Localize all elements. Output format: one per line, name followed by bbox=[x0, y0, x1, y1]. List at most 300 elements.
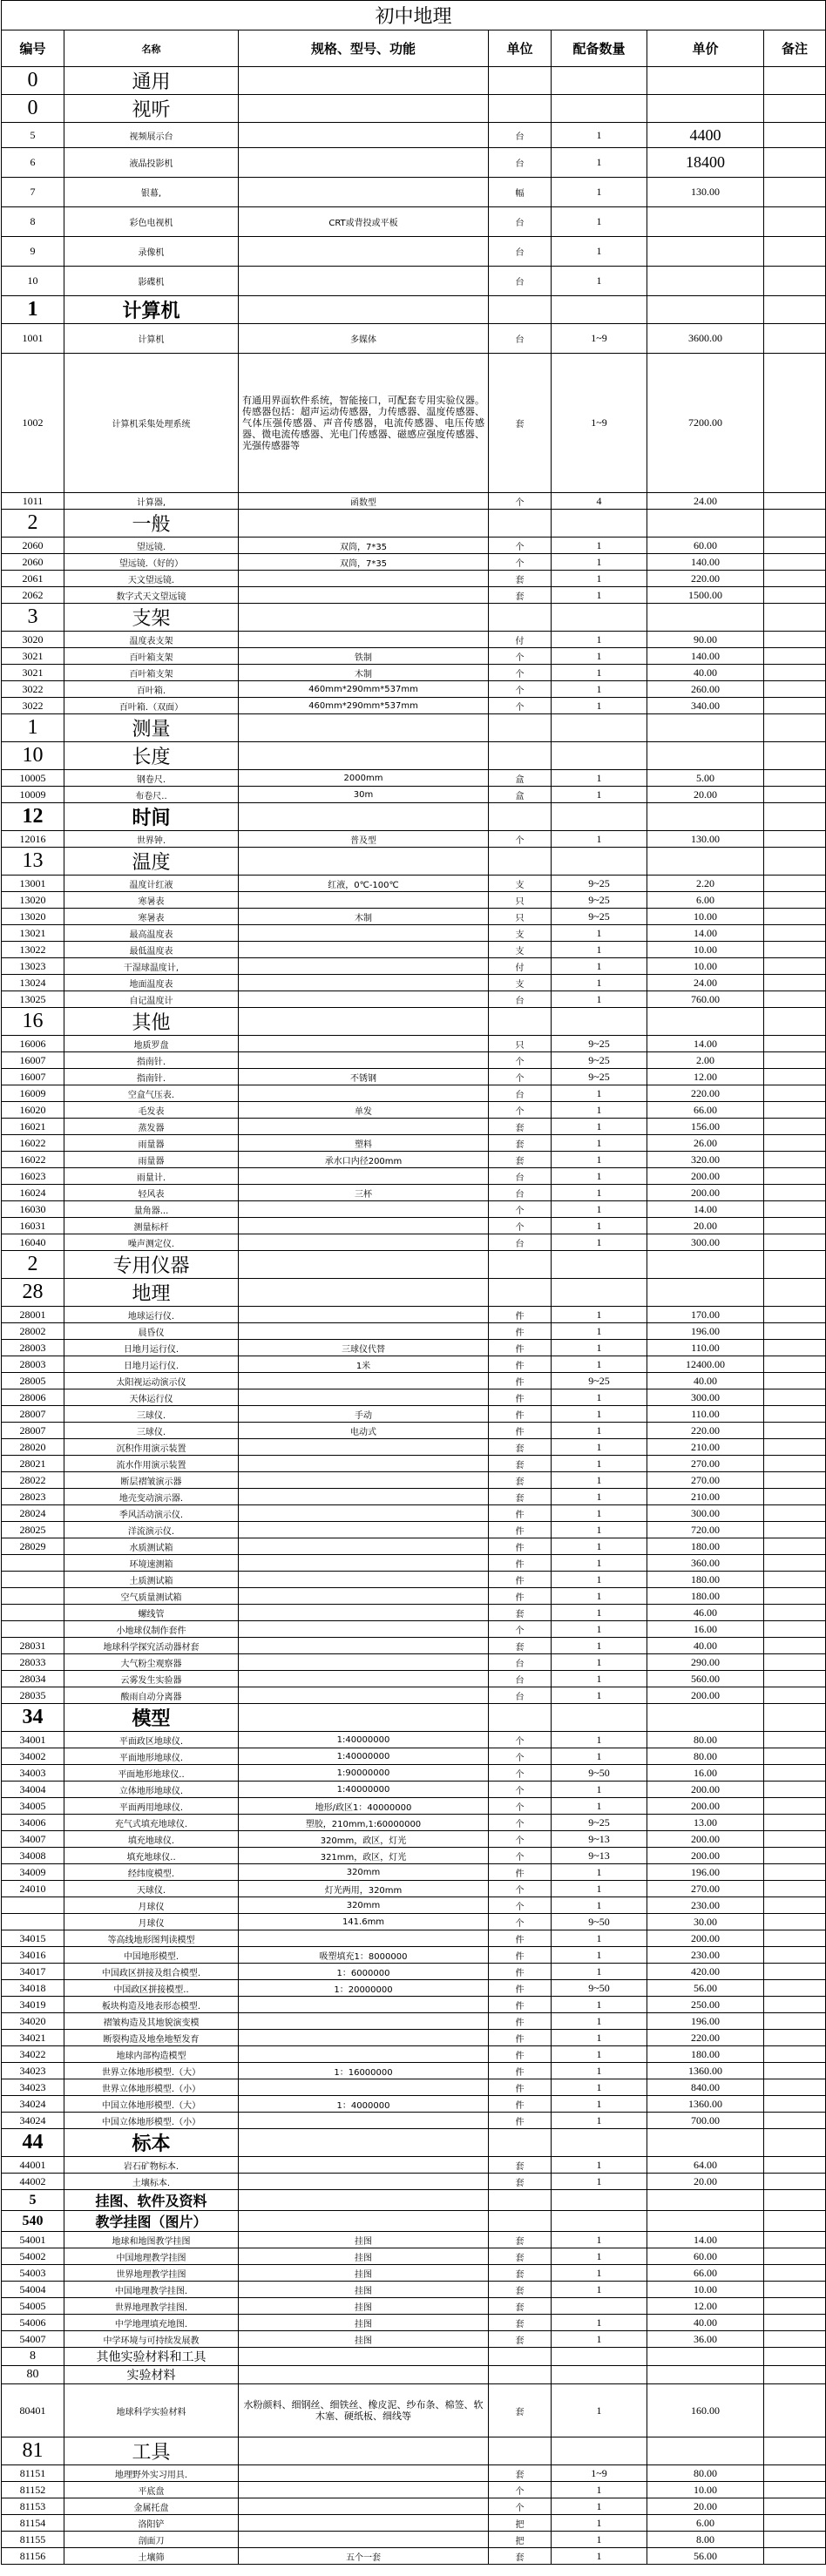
item-quantity: 1 bbox=[552, 2532, 647, 2548]
table-row bbox=[2, 1168, 826, 1185]
table-row bbox=[2, 2315, 826, 2331]
table-row bbox=[2, 648, 826, 665]
item-code: 16024 bbox=[2, 1185, 64, 1201]
item-code: 34023 bbox=[2, 2079, 64, 2096]
item-quantity: 1 bbox=[552, 571, 647, 587]
item-unit: 件 bbox=[489, 1356, 552, 1373]
item-unit: 套 bbox=[489, 571, 552, 587]
table-row bbox=[2, 1881, 826, 1897]
section-title: 测量 bbox=[64, 714, 239, 742]
item-quantity: 1 bbox=[552, 1505, 647, 1522]
item-spec bbox=[239, 2046, 489, 2063]
item-code: 3020 bbox=[2, 632, 64, 648]
table-row bbox=[2, 1423, 826, 1439]
section-title: 长度 bbox=[64, 742, 239, 770]
item-remark bbox=[764, 1389, 826, 1406]
item-quantity: 1 bbox=[552, 2063, 647, 2079]
item-unit: 套 bbox=[489, 2282, 552, 2298]
item-code: 10009 bbox=[2, 787, 64, 803]
empty-cell bbox=[552, 2190, 647, 2211]
empty-cell bbox=[552, 1279, 647, 1307]
item-spec: 水粉颜料、细钢丝、细铁丝、橡皮泥、纱布条、棉签、软木塞、硬纸板、细线等 bbox=[239, 2384, 489, 2437]
item-unit: 支 bbox=[489, 925, 552, 942]
item-remark bbox=[764, 354, 826, 493]
section-row bbox=[2, 1279, 826, 1307]
table-row bbox=[2, 2079, 826, 2096]
item-name: 世界地理教学挂图. bbox=[64, 2298, 239, 2315]
equipment-table bbox=[1, 0, 826, 2565]
item-name: 液晶投影机 bbox=[64, 148, 239, 178]
item-price: 130.00 bbox=[647, 178, 764, 207]
item-code: 28034 bbox=[2, 1671, 64, 1687]
item-code: 1002 bbox=[2, 354, 64, 493]
table-row bbox=[2, 354, 826, 493]
item-remark bbox=[764, 698, 826, 714]
section-code: 540 bbox=[2, 2211, 64, 2232]
table-row bbox=[2, 2482, 826, 2498]
item-remark bbox=[764, 2046, 826, 2063]
table-row bbox=[2, 770, 826, 787]
item-unit: 件 bbox=[489, 1964, 552, 1980]
item-code: 16007 bbox=[2, 1052, 64, 1069]
item-quantity: 1 bbox=[552, 1119, 647, 1135]
item-spec bbox=[239, 1654, 489, 1671]
item-unit: 个 bbox=[489, 648, 552, 665]
empty-cell bbox=[552, 296, 647, 324]
item-spec: 木制 bbox=[239, 665, 489, 681]
item-name: 寒暑表 bbox=[64, 892, 239, 909]
item-unit: 件 bbox=[489, 1572, 552, 1588]
item-quantity: 1~9 bbox=[552, 324, 647, 354]
item-quantity: 1 bbox=[552, 925, 647, 942]
empty-cell bbox=[239, 604, 489, 632]
item-unit: 套 bbox=[489, 1135, 552, 1152]
item-remark bbox=[764, 2384, 826, 2437]
item-name: 平面政区地球仪. bbox=[64, 1732, 239, 1748]
item-code: 28031 bbox=[2, 1638, 64, 1654]
item-quantity: 1 bbox=[552, 1864, 647, 1881]
item-unit: 件 bbox=[489, 2030, 552, 2046]
empty-cell bbox=[489, 296, 552, 324]
item-unit: 幅 bbox=[489, 178, 552, 207]
empty-cell bbox=[239, 2211, 489, 2232]
item-quantity: 9~25 bbox=[552, 1373, 647, 1389]
item-remark bbox=[764, 324, 826, 354]
item-quantity: 1 bbox=[552, 1102, 647, 1119]
item-price: 420.00 bbox=[647, 1964, 764, 1980]
item-unit: 台 bbox=[489, 1234, 552, 1251]
item-quantity: 1~9 bbox=[552, 354, 647, 493]
item-code: 3022 bbox=[2, 698, 64, 714]
header-remark: 备注 bbox=[764, 30, 826, 67]
item-unit: 个 bbox=[489, 1052, 552, 1069]
item-price: 20.00 bbox=[647, 1218, 764, 1234]
section-title: 一般 bbox=[64, 510, 239, 538]
empty-cell bbox=[489, 2211, 552, 2232]
table-row bbox=[2, 991, 826, 1008]
item-unit: 件 bbox=[489, 1323, 552, 1340]
item-unit: 个 bbox=[489, 538, 552, 554]
item-code bbox=[2, 1605, 64, 1621]
item-quantity: 1 bbox=[552, 1489, 647, 1505]
item-code: 81154 bbox=[2, 2515, 64, 2532]
section-code: 0 bbox=[2, 67, 64, 95]
item-name: 太阳视运动演示仪 bbox=[64, 1373, 239, 1389]
item-price: 20.00 bbox=[647, 787, 764, 803]
item-name: 地面温度表 bbox=[64, 975, 239, 991]
item-price: 26.00 bbox=[647, 1135, 764, 1152]
item-name: 中国地形模型. bbox=[64, 1947, 239, 1964]
item-name: 百叶箱支架 bbox=[64, 665, 239, 681]
section-title: 视听 bbox=[64, 95, 239, 123]
item-remark bbox=[764, 237, 826, 267]
item-remark bbox=[764, 571, 826, 587]
item-code: 34008 bbox=[2, 1848, 64, 1864]
table-row bbox=[2, 1980, 826, 1997]
item-price: 200.00 bbox=[647, 1168, 764, 1185]
item-unit: 套 bbox=[489, 1605, 552, 1621]
item-code: 9 bbox=[2, 237, 64, 267]
item-price: 196.00 bbox=[647, 1864, 764, 1881]
item-name: 沉积作用演示装置 bbox=[64, 1439, 239, 1456]
item-code: 34021 bbox=[2, 2030, 64, 2046]
item-remark bbox=[764, 1782, 826, 1798]
item-remark bbox=[764, 493, 826, 510]
item-spec: 函数型 bbox=[239, 493, 489, 510]
item-price: 260.00 bbox=[647, 681, 764, 698]
section-row bbox=[2, 803, 826, 831]
empty-cell bbox=[489, 510, 552, 538]
item-name: 螺线管 bbox=[64, 1605, 239, 1621]
empty-cell bbox=[764, 296, 826, 324]
item-unit: 付 bbox=[489, 632, 552, 648]
item-quantity: 9~13 bbox=[552, 1831, 647, 1848]
item-remark bbox=[764, 1881, 826, 1897]
item-code: 34022 bbox=[2, 2046, 64, 2063]
item-quantity: 1 bbox=[552, 1218, 647, 1234]
item-quantity: 1 bbox=[552, 1538, 647, 1555]
item-name: 干湿球温度计, bbox=[64, 958, 239, 975]
item-price: 80.00 bbox=[647, 1732, 764, 1748]
item-quantity: 1 bbox=[552, 2113, 647, 2129]
item-code: 13023 bbox=[2, 958, 64, 975]
item-price: 46.00 bbox=[647, 1605, 764, 1621]
item-unit: 个 bbox=[489, 665, 552, 681]
item-spec bbox=[239, 1572, 489, 1588]
empty-cell bbox=[764, 604, 826, 632]
table-row bbox=[2, 1218, 826, 1234]
item-spec bbox=[239, 1389, 489, 1406]
table-row bbox=[2, 1406, 826, 1423]
item-quantity: 1 bbox=[552, 1423, 647, 1439]
item-unit: 套 bbox=[489, 2315, 552, 2331]
empty-cell bbox=[552, 95, 647, 123]
section-row bbox=[2, 742, 826, 770]
item-price: 130.00 bbox=[647, 831, 764, 848]
item-unit: 个 bbox=[489, 1765, 552, 1782]
empty-cell bbox=[647, 2190, 764, 2211]
table-row bbox=[2, 1605, 826, 1621]
item-spec: 双筒，7*35 bbox=[239, 554, 489, 571]
item-remark bbox=[764, 2532, 826, 2548]
item-unit: 套 bbox=[489, 2174, 552, 2190]
item-quantity: 1 bbox=[552, 1168, 647, 1185]
item-name: 温度表支架 bbox=[64, 632, 239, 648]
item-spec bbox=[239, 267, 489, 296]
item-remark bbox=[764, 207, 826, 237]
section-row bbox=[2, 2211, 826, 2232]
item-remark bbox=[764, 178, 826, 207]
item-unit: 套 bbox=[489, 587, 552, 604]
item-unit: 套 bbox=[489, 2232, 552, 2248]
header-spec: 规格、型号、功能 bbox=[239, 30, 489, 67]
item-spec: 手动 bbox=[239, 1406, 489, 1423]
item-price: 20.00 bbox=[647, 2498, 764, 2515]
empty-cell bbox=[764, 1251, 826, 1279]
item-name: 小地球仪制作套件 bbox=[64, 1621, 239, 1638]
item-price: 14.00 bbox=[647, 1036, 764, 1052]
item-unit: 支 bbox=[489, 942, 552, 958]
item-name: 日地月运行仪. bbox=[64, 1340, 239, 1356]
item-quantity: 1 bbox=[552, 1782, 647, 1798]
item-spec bbox=[239, 1638, 489, 1654]
item-spec: 单发 bbox=[239, 1102, 489, 1119]
item-unit: 个 bbox=[489, 493, 552, 510]
item-spec bbox=[239, 1373, 489, 1389]
item-price: 220.00 bbox=[647, 2030, 764, 2046]
item-price: 720.00 bbox=[647, 1522, 764, 1538]
item-unit: 个 bbox=[489, 1621, 552, 1638]
item-code: 16040 bbox=[2, 1234, 64, 1251]
item-quantity: 9~13 bbox=[552, 1848, 647, 1864]
item-name: 中国立体地形模型.（小） bbox=[64, 2113, 239, 2129]
item-code: 28033 bbox=[2, 1654, 64, 1671]
item-code: 13020 bbox=[2, 909, 64, 925]
item-spec: 321mm，政区，灯光 bbox=[239, 1848, 489, 1864]
item-spec bbox=[239, 587, 489, 604]
item-name: 中国立体地形模型.（大） bbox=[64, 2096, 239, 2113]
table-row bbox=[2, 2232, 826, 2248]
table-row bbox=[2, 178, 826, 207]
item-name: 银幕, bbox=[64, 178, 239, 207]
item-remark bbox=[764, 123, 826, 148]
item-remark bbox=[764, 1997, 826, 2013]
item-quantity: 9~25 bbox=[552, 876, 647, 892]
table-row bbox=[2, 1323, 826, 1340]
item-unit: 把 bbox=[489, 2532, 552, 2548]
item-price: 8.00 bbox=[647, 2532, 764, 2548]
table-row bbox=[2, 1748, 826, 1765]
item-price: 24.00 bbox=[647, 975, 764, 991]
item-spec: 320mm bbox=[239, 1864, 489, 1881]
item-spec bbox=[239, 2482, 489, 2498]
table-row bbox=[2, 2030, 826, 2046]
table-row bbox=[2, 123, 826, 148]
empty-cell bbox=[489, 604, 552, 632]
item-unit: 台 bbox=[489, 123, 552, 148]
item-name: 世界地理教学挂图 bbox=[64, 2265, 239, 2282]
empty-cell bbox=[552, 2211, 647, 2232]
item-name: 充气式填充地球仪. bbox=[64, 1815, 239, 1831]
item-unit: 套 bbox=[489, 2248, 552, 2265]
item-code: 10 bbox=[2, 267, 64, 296]
table-row bbox=[2, 925, 826, 942]
table-row bbox=[2, 1152, 826, 1168]
item-code: 81156 bbox=[2, 2548, 64, 2565]
section-code: 80 bbox=[2, 2366, 64, 2384]
item-unit: 件 bbox=[489, 2096, 552, 2113]
item-code: 1011 bbox=[2, 493, 64, 510]
table-row bbox=[2, 1472, 826, 1489]
item-quantity: 1 bbox=[552, 538, 647, 554]
table-row bbox=[2, 571, 826, 587]
item-code bbox=[2, 1621, 64, 1638]
section-code: 1 bbox=[2, 714, 64, 742]
item-price: 10.00 bbox=[647, 2282, 764, 2298]
item-price: 1500.00 bbox=[647, 587, 764, 604]
item-quantity: 1 bbox=[552, 991, 647, 1008]
item-name: 土壤标本. bbox=[64, 2174, 239, 2190]
item-spec bbox=[239, 1671, 489, 1687]
item-spec bbox=[239, 1218, 489, 1234]
item-name: 毛发表 bbox=[64, 1102, 239, 1119]
item-price: 80.00 bbox=[647, 2465, 764, 2482]
item-code: 2061 bbox=[2, 571, 64, 587]
item-code: 16022 bbox=[2, 1135, 64, 1152]
item-spec: 双筒，7*35 bbox=[239, 538, 489, 554]
item-remark bbox=[764, 909, 826, 925]
item-quantity: 1 bbox=[552, 1234, 647, 1251]
item-spec: 1：4000000 bbox=[239, 2096, 489, 2113]
table-row bbox=[2, 1119, 826, 1135]
table-row bbox=[2, 665, 826, 681]
item-unit: 套 bbox=[489, 1638, 552, 1654]
item-code: 16021 bbox=[2, 1119, 64, 1135]
item-code: 34001 bbox=[2, 1732, 64, 1748]
item-name: 岩石矿物标本. bbox=[64, 2157, 239, 2174]
section-row bbox=[2, 2366, 826, 2384]
item-unit: 台 bbox=[489, 1085, 552, 1102]
item-price: 180.00 bbox=[647, 1588, 764, 1605]
item-spec: 1:90000000 bbox=[239, 1765, 489, 1782]
item-quantity: 1 bbox=[552, 2384, 647, 2437]
item-code bbox=[2, 1897, 64, 1914]
item-unit: 个 bbox=[489, 1881, 552, 1897]
item-unit: 件 bbox=[489, 2079, 552, 2096]
table-row bbox=[2, 2465, 826, 2482]
item-spec bbox=[239, 991, 489, 1008]
item-remark bbox=[764, 1671, 826, 1687]
item-name: 天球仪. bbox=[64, 1881, 239, 1897]
item-spec: 灯光两用，320mm bbox=[239, 1881, 489, 1897]
item-spec bbox=[239, 1621, 489, 1638]
section-code: 5 bbox=[2, 2190, 64, 2211]
empty-cell bbox=[239, 714, 489, 742]
item-spec bbox=[239, 2515, 489, 2532]
item-price: 10.00 bbox=[647, 2482, 764, 2498]
item-remark bbox=[764, 1406, 826, 1423]
item-code: 28021 bbox=[2, 1456, 64, 1472]
table-row bbox=[2, 1732, 826, 1748]
item-name: 最高温度表 bbox=[64, 925, 239, 942]
item-remark bbox=[764, 2265, 826, 2282]
item-code: 7 bbox=[2, 178, 64, 207]
item-price: 140.00 bbox=[647, 554, 764, 571]
empty-cell bbox=[489, 848, 552, 876]
item-name: 晨昏仪 bbox=[64, 1323, 239, 1340]
item-price: 170.00 bbox=[647, 1307, 764, 1323]
item-remark bbox=[764, 1522, 826, 1538]
item-quantity: 1 bbox=[552, 1897, 647, 1914]
item-price: 2.20 bbox=[647, 876, 764, 892]
item-quantity: 1 bbox=[552, 1135, 647, 1152]
empty-cell bbox=[239, 2190, 489, 2211]
item-spec: 460mm*290mm*537mm bbox=[239, 698, 489, 714]
item-unit: 套 bbox=[489, 2548, 552, 2565]
item-unit: 个 bbox=[489, 1914, 552, 1930]
table-row bbox=[2, 1135, 826, 1152]
empty-cell bbox=[552, 2129, 647, 2157]
empty-cell bbox=[489, 714, 552, 742]
item-remark bbox=[764, 1119, 826, 1135]
item-unit: 台 bbox=[489, 1687, 552, 1704]
item-quantity: 1 bbox=[552, 698, 647, 714]
item-remark bbox=[764, 1052, 826, 1069]
item-quantity: 9~25 bbox=[552, 892, 647, 909]
empty-cell bbox=[552, 1008, 647, 1036]
item-name: 计算器, bbox=[64, 493, 239, 510]
item-name: 土质测试箱 bbox=[64, 1572, 239, 1588]
table-row bbox=[2, 1201, 826, 1218]
item-price: 290.00 bbox=[647, 1654, 764, 1671]
table-row bbox=[2, 2063, 826, 2079]
item-remark bbox=[764, 942, 826, 958]
item-quantity: 1 bbox=[552, 1439, 647, 1456]
item-price: 200.00 bbox=[647, 1831, 764, 1848]
item-price: 110.00 bbox=[647, 1340, 764, 1356]
section-code: 12 bbox=[2, 803, 64, 831]
item-price: 840.00 bbox=[647, 2079, 764, 2096]
item-spec bbox=[239, 2113, 489, 2129]
empty-cell bbox=[239, 2348, 489, 2366]
item-quantity: 9~25 bbox=[552, 1069, 647, 1085]
item-price: 220.00 bbox=[647, 1423, 764, 1439]
item-remark bbox=[764, 1748, 826, 1765]
item-quantity: 9~25 bbox=[552, 1052, 647, 1069]
item-price: 200.00 bbox=[647, 1185, 764, 1201]
item-name: 地球运行仪. bbox=[64, 1307, 239, 1323]
item-price: 360.00 bbox=[647, 1555, 764, 1572]
table-row bbox=[2, 1897, 826, 1914]
item-spec bbox=[239, 178, 489, 207]
item-quantity: 1 bbox=[552, 2157, 647, 2174]
item-remark bbox=[764, 2248, 826, 2265]
item-spec: 1:40000000 bbox=[239, 1732, 489, 1748]
table-row bbox=[2, 1638, 826, 1654]
empty-cell bbox=[552, 1251, 647, 1279]
empty-cell bbox=[552, 510, 647, 538]
item-remark bbox=[764, 587, 826, 604]
item-unit: 台 bbox=[489, 1185, 552, 1201]
section-row bbox=[2, 67, 826, 95]
item-price: 200.00 bbox=[647, 1798, 764, 1815]
item-remark bbox=[764, 1152, 826, 1168]
table-row bbox=[2, 1036, 826, 1052]
item-code: 5 bbox=[2, 123, 64, 148]
empty-cell bbox=[764, 742, 826, 770]
item-quantity: 1 bbox=[552, 1472, 647, 1489]
item-name: 寒暑表 bbox=[64, 909, 239, 925]
